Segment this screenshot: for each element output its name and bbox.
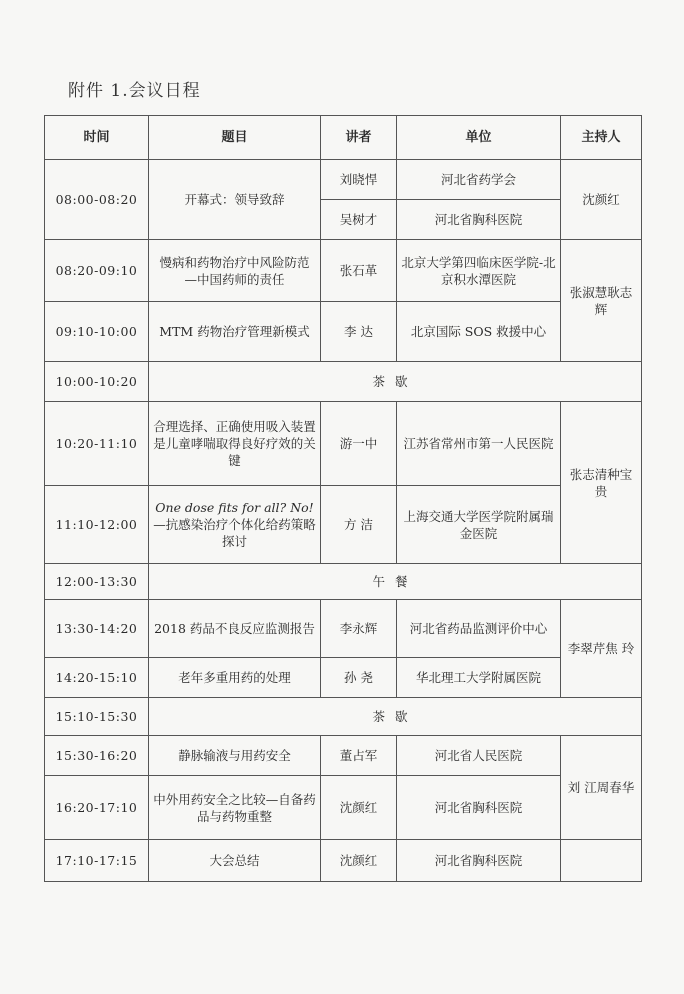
header-row [45, 116, 642, 160]
time-cell: 12:00-13:30 [45, 564, 149, 600]
break-cell: 茶歇 [149, 362, 642, 402]
schedule-table [44, 115, 642, 882]
topic-text: —抗感染治疗个体化给药策略探讨 [153, 517, 316, 549]
table-row [45, 840, 642, 882]
topic-cell: 老年多重用药的处理 [149, 658, 321, 698]
host-cell: 李翠芹焦 玲 [561, 600, 642, 698]
time-cell: 15:30-16:20 [45, 736, 149, 776]
unit-cell: 上海交通大学医学院附属瑞金医院 [397, 486, 561, 564]
speaker-cell: 沈颜红 [321, 840, 397, 882]
topic-cell: 2018 药品不良反应监测报告 [149, 600, 321, 658]
break-cell: 茶歇 [149, 698, 642, 736]
time-cell: 10:00-10:20 [45, 362, 149, 402]
table-row [45, 402, 642, 486]
speaker-cell: 董占军 [321, 736, 397, 776]
topic-cell [149, 486, 321, 564]
speaker-cell: 刘晓悍 [321, 160, 397, 200]
unit-cell: 华北理工大学附属医院 [397, 658, 561, 698]
topic-italic-text: One dose fits for all? No! [155, 500, 314, 515]
unit-cell: 河北省药品监测评价中心 [397, 600, 561, 658]
topic-cell: 中外用药安全之比较—自备药品与药物重整 [149, 776, 321, 840]
break-cell: 午餐 [149, 564, 642, 600]
host-cell: 张志清种宝贵 [561, 402, 642, 564]
topic-cell: 静脉输液与用药安全 [149, 736, 321, 776]
time-cell: 13:30-14:20 [45, 600, 149, 658]
header-unit: 单位 [397, 116, 561, 160]
topic-cell: 合理选择、正确使用吸入装置是儿童哮喘取得良好疗效的关键 [149, 402, 321, 486]
time-cell: 09:10-10:00 [45, 302, 149, 362]
time-cell: 15:10-15:30 [45, 698, 149, 736]
break-row [45, 698, 642, 736]
unit-cell: 河北省药学会 [397, 160, 561, 200]
time-cell: 16:20-17:10 [45, 776, 149, 840]
table-row [45, 600, 642, 658]
unit-cell: 河北省人民医院 [397, 736, 561, 776]
speaker-cell: 李永辉 [321, 600, 397, 658]
table-row [45, 240, 642, 302]
unit-cell: 北京国际 SOS 救援中心 [397, 302, 561, 362]
topic-cell: 开幕式：领导致辞 [149, 160, 321, 240]
break-row [45, 564, 642, 600]
header-host: 主持人 [561, 116, 642, 160]
unit-cell: 河北省胸科医院 [397, 776, 561, 840]
time-cell: 08:00-08:20 [45, 160, 149, 240]
speaker-cell: 吴树才 [321, 200, 397, 240]
speaker-cell: 张石革 [321, 240, 397, 302]
time-cell: 11:10-12:00 [45, 486, 149, 564]
time-cell: 14:20-15:10 [45, 658, 149, 698]
header-speaker: 讲者 [321, 116, 397, 160]
speaker-cell: 李 达 [321, 302, 397, 362]
unit-cell: 北京大学第四临床医学院-北京积水潭医院 [397, 240, 561, 302]
header-topic: 题目 [149, 116, 321, 160]
table-row [45, 736, 642, 776]
topic-cell: MTM 药物治疗管理新模式 [149, 302, 321, 362]
time-cell: 10:20-11:10 [45, 402, 149, 486]
speaker-cell: 沈颜红 [321, 776, 397, 840]
table-row [45, 776, 642, 840]
speaker-cell: 方 洁 [321, 486, 397, 564]
header-time: 时间 [45, 116, 149, 160]
host-cell: 沈颜红 [561, 160, 642, 240]
host-cell: 张淑慧耿志辉 [561, 240, 642, 362]
speaker-cell: 游一中 [321, 402, 397, 486]
time-cell: 17:10-17:15 [45, 840, 149, 882]
table-row [45, 302, 642, 362]
time-cell: 08:20-09:10 [45, 240, 149, 302]
table-row [45, 160, 642, 200]
speaker-cell: 孙 尧 [321, 658, 397, 698]
break-row [45, 362, 642, 402]
topic-cell: 大会总结 [149, 840, 321, 882]
unit-cell: 河北省胸科医院 [397, 840, 561, 882]
table-row [45, 658, 642, 698]
page-title: 附件 1.会议日程 [68, 81, 201, 101]
table-row [45, 486, 642, 564]
unit-cell: 河北省胸科医院 [397, 200, 561, 240]
topic-cell: 慢病和药物治疗中风险防范 —中国药师的责任 [149, 240, 321, 302]
host-cell: 刘 江周春华 [561, 736, 642, 840]
unit-cell: 江苏省常州市第一人民医院 [397, 402, 561, 486]
host-cell [561, 840, 642, 882]
